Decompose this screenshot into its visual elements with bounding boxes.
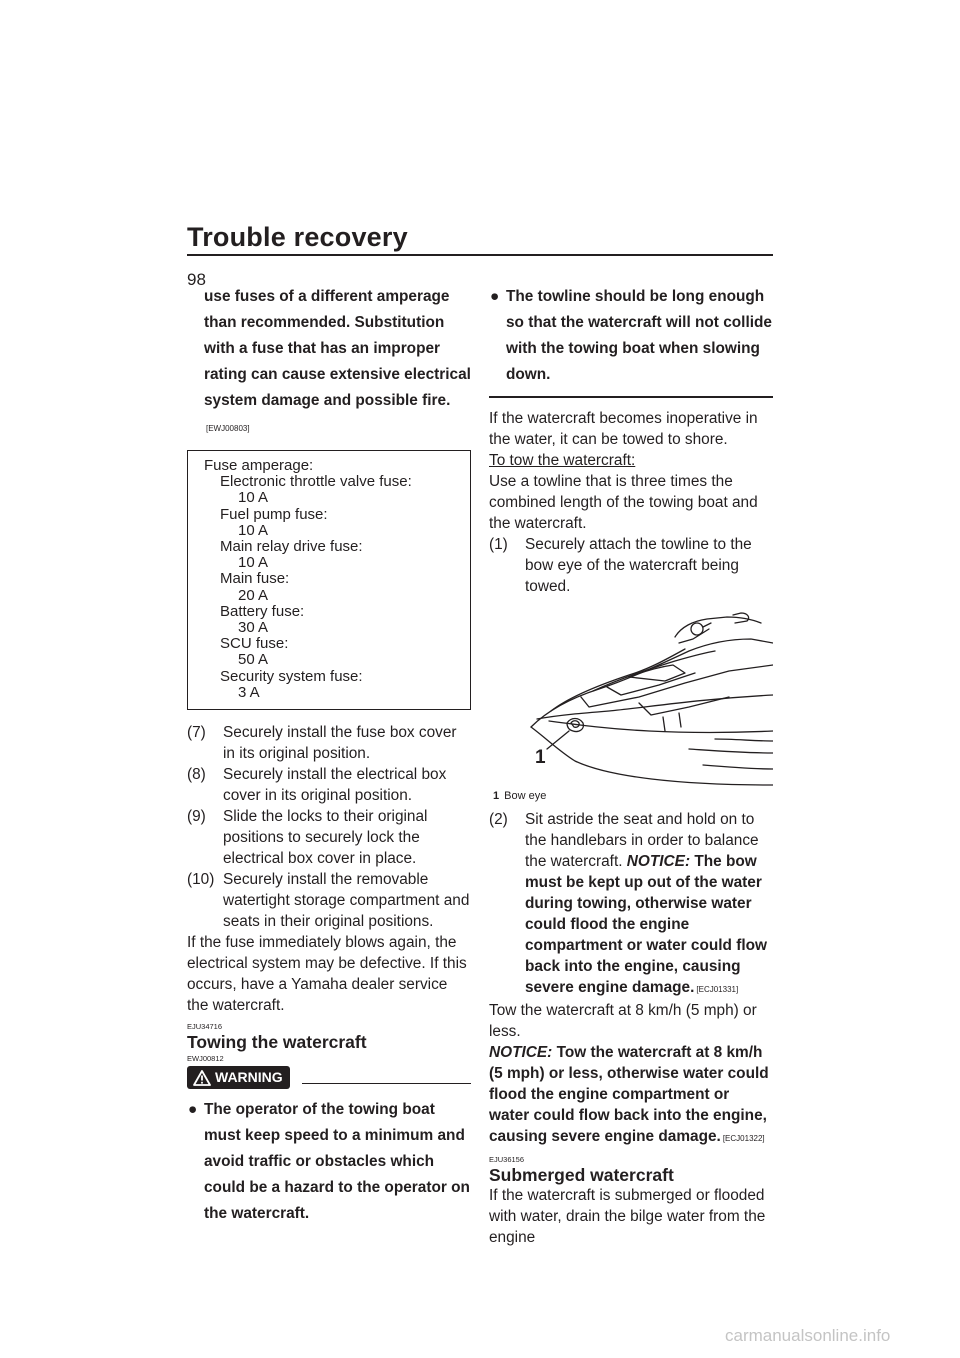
page-number: 98 bbox=[187, 270, 206, 289]
spec-value: 3 A bbox=[238, 683, 260, 701]
spec-label: SCU fuse: bbox=[220, 635, 289, 653]
warning-code: [EWJ00803] bbox=[206, 424, 250, 433]
warning-bullet: ● The towline should be long enough so that the watercraft will not collide with the towing boat when slowing down. bbox=[489, 284, 773, 388]
spec-label: Battery fuse: bbox=[220, 602, 305, 620]
tow-notice: NOTICE: Tow the watercraft at 8 km/h (5 mph) or less, otherwise water could flood the engine compartment or water could flow back into the engine, causing severe engine damage. [ECJ01322] bbox=[489, 1043, 769, 1145]
fuse-spec-box bbox=[187, 450, 471, 710]
spec-label: Fuel pump fuse: bbox=[220, 505, 328, 523]
notice-label: NOTICE: bbox=[626, 852, 691, 870]
spec-label: Security system fuse: bbox=[220, 667, 363, 685]
page-header-title: Trouble recovery bbox=[187, 222, 408, 252]
warning-triangle-icon bbox=[193, 1070, 211, 1086]
watercraft-illustration bbox=[489, 599, 773, 789]
spec-label: Main relay drive fuse: bbox=[220, 538, 363, 556]
notice-code: [ECJ01331] bbox=[696, 984, 739, 994]
header-rule bbox=[187, 254, 773, 256]
section-title-towing: Towing the watercraft bbox=[187, 1032, 367, 1053]
towing-intro: If the watercraft becomes inoperative in the water, it can be towed to shore. bbox=[489, 409, 758, 448]
spec-value: 10 A bbox=[238, 554, 269, 572]
towline-text: Use a towline that is three times the combined length of the towing boat and the watercraft. bbox=[489, 472, 758, 532]
right-column bbox=[489, 284, 773, 1248]
warning-code: EWJ00812 bbox=[187, 1054, 224, 1064]
warning-header bbox=[187, 1066, 471, 1089]
spec-value: 50 A bbox=[238, 651, 269, 669]
spec-value: 30 A bbox=[238, 619, 269, 637]
spec-value: 20 A bbox=[238, 586, 269, 604]
warning-badge: WARNING bbox=[187, 1066, 290, 1089]
notice-label: NOTICE: bbox=[489, 1043, 553, 1061]
spec-value: 10 A bbox=[238, 521, 269, 539]
spec-label: Electronic throttle valve fuse: bbox=[220, 473, 412, 491]
spec-label: Main fuse: bbox=[220, 570, 290, 588]
step-2: (2) Sit astride the seat and hold on to the handlebars in order to balance the watercraft. NOTICE: The bow must be kept up out of the water during towing, otherwise water could flood the engine compartment or water could flow back into the engine, causing severe engine damage. [ECJ01331] bbox=[489, 810, 768, 996]
spec-value: 10 A bbox=[238, 489, 269, 507]
watermark-text: carmanualsonline.info bbox=[725, 1326, 891, 1345]
towing-subheading: To tow the watercraft: bbox=[489, 451, 636, 469]
step-9: (9) Slide the locks to their original positions to securely lock the electrical box cover in place. bbox=[187, 808, 428, 868]
warning-rule bbox=[302, 1083, 471, 1085]
section-title-submerged: Submerged watercraft bbox=[489, 1164, 674, 1185]
step-8: (8) Securely install the electrical box cover in its original position. bbox=[187, 766, 447, 805]
step-10: (10) Securely install the removable watertight storage compartment and seats in their original positions. bbox=[187, 871, 470, 931]
section-code: EJU34716 bbox=[187, 1022, 223, 1032]
step-7: (7) Securely install the fuse box cover in its original position. bbox=[187, 724, 457, 763]
bow-eye-figure bbox=[489, 599, 773, 789]
closing-paragraph: If the fuse immediately blows again, the electrical system may be defective. If this occurs, have a Yamaha dealer service the watercraft. bbox=[187, 934, 467, 1015]
step-1: (1) Securely attach the towline to the bow eye of the watercraft being towed. bbox=[489, 535, 752, 595]
tow-speed-text: Tow the watercraft at 8 km/h (5 mph) or less. bbox=[489, 1001, 757, 1040]
warning-end-rule bbox=[489, 396, 773, 398]
warning-continuation: use fuses of a different amperage than recommended. Substitution with a fuse that has an improper rating can cause extensive electrical system damage and possible fire. [EWJ00803] bbox=[204, 288, 471, 433]
submerged-text: If the watercraft is submerged or flooded with water, drain the bilge water from the engine bbox=[489, 1186, 766, 1246]
notice-code: [ECJ01322] bbox=[722, 1133, 765, 1143]
bullet-icon: ● bbox=[188, 1101, 198, 1119]
warning-bullet: ● The operator of the towing boat must keep speed to a minimum and avoid traffic or obstacles which could be a hazard to the operator on the watercraft. bbox=[187, 1097, 471, 1227]
left-column bbox=[187, 284, 471, 1227]
section-code: EJU36156 bbox=[489, 1154, 525, 1164]
figure-callout: 1 bbox=[535, 746, 546, 768]
figure-caption: 1 Bow eye bbox=[493, 789, 547, 802]
spec-title: Fuse amperage: bbox=[204, 457, 314, 474]
bullet-icon: ● bbox=[490, 288, 500, 305]
